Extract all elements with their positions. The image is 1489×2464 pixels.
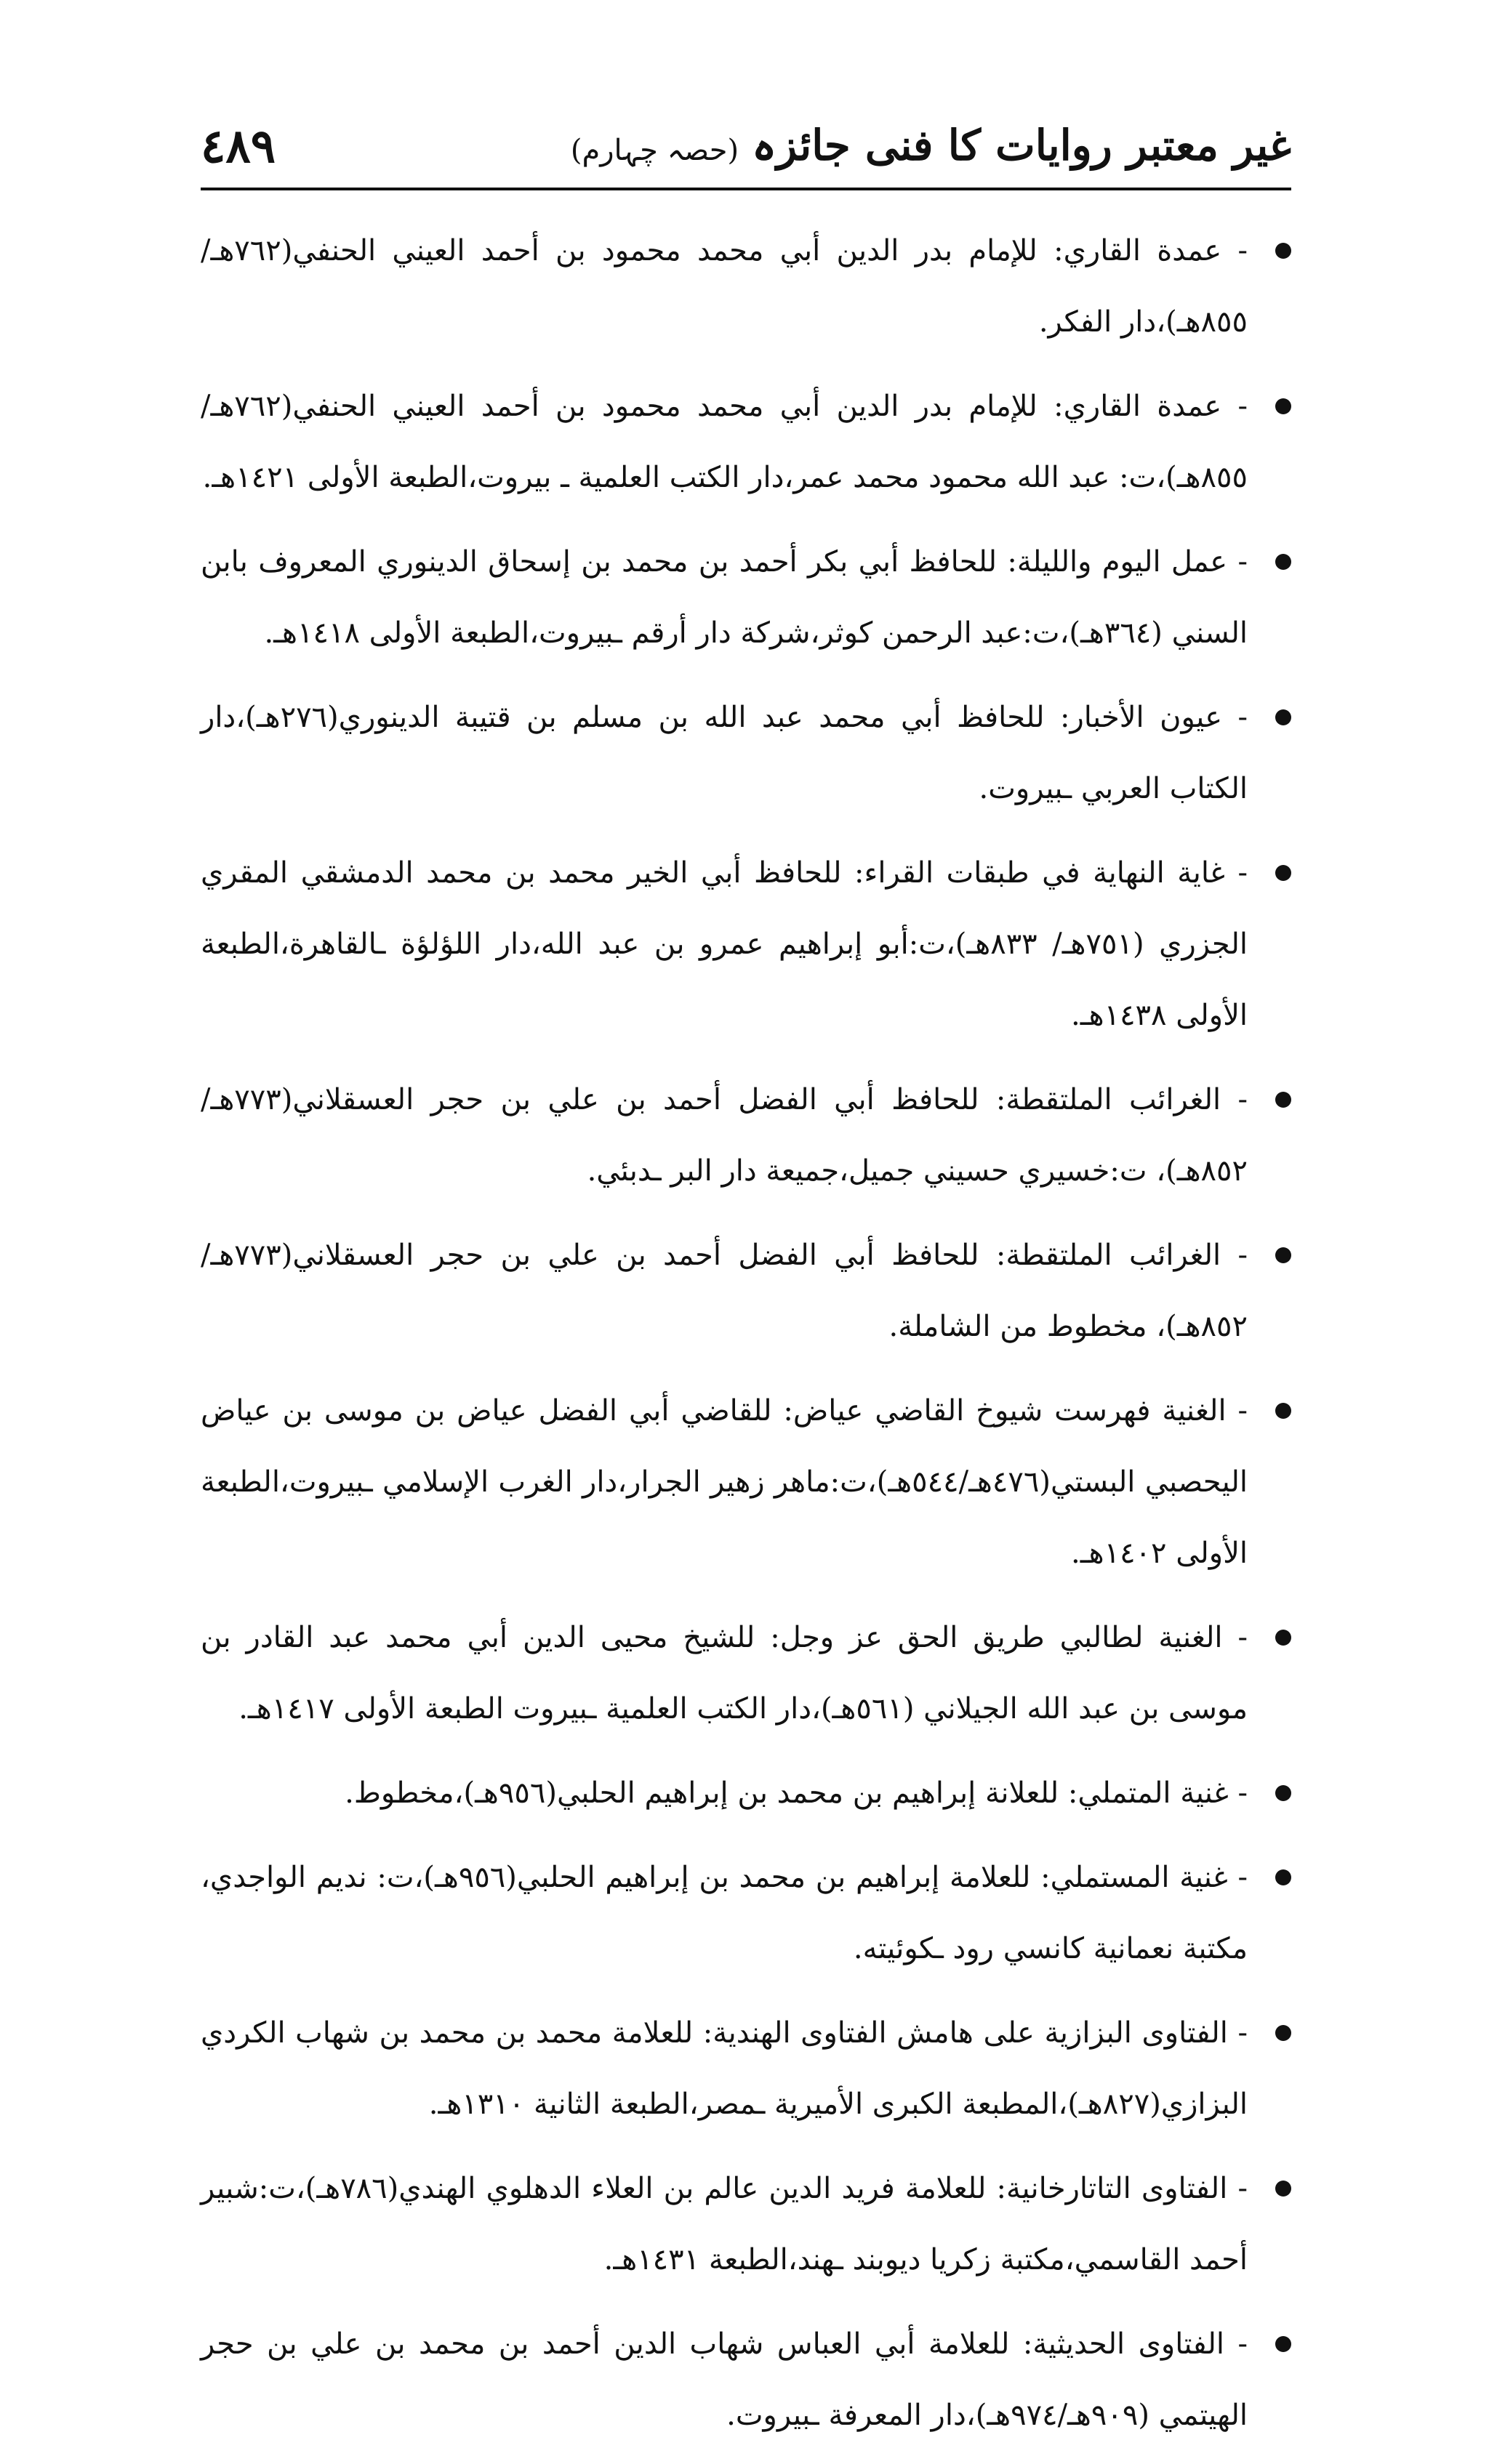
bibliography-entry (201, 1220, 1291, 1362)
bibliography-entry (201, 526, 1291, 669)
entry-text: - الغرائب الملتقطة: للحافظ أبي الفضل أحمد بن علي بن حجر العسقلاني(٧٧٣هـ/٨٥٢هـ)، مخطوط من الشاملة. (201, 1239, 1248, 1343)
page-number: ٤٨٩ (201, 119, 276, 174)
entry-text: - عمدة القاري: للإمام بدر الدين أبي محمد محمود بن أحمد العيني الحنفي(٧٦٢هـ/٨٥٥هـ)،دار الفكر. (201, 234, 1248, 339)
entry-text: - الغرائب الملتقطة: للحافظ أبي الفضل أحمد بن علي بن حجر العسقلاني(٧٧٣هـ/٨٥٢هـ)، ت:خسيري حسيني جميل،جميعة دار البر ـدبئي. (201, 1083, 1248, 1188)
bullet-icon (1275, 398, 1291, 414)
bullet-icon (1275, 1785, 1291, 1801)
bibliography-entry (201, 1997, 1291, 2140)
bullet-icon (1275, 554, 1291, 570)
entry-text: - الفتاوى التاتارخانية: للعلامة فريد الدين عالم بن العلاء الدهلوي الهندي(٧٨٦هـ)،ت:شبير أحمد القاسمي،مكتبة زكريا ديوبند ـهند،الطبعة ١٤٣١هـ. (201, 2172, 1248, 2276)
book-title: غیر معتبر روایات کا فنی جائزہ (752, 121, 1291, 170)
entry-text: - عيون الأخبار: للحافظ أبي محمد عبد الله بن مسلم بن قتيبة الدينوري(٢٧٦هـ)،دار الكتاب العربي ـبيروت. (201, 701, 1248, 805)
entry-text: - غنية المستملي: للعلامة إبراهيم بن محمد بن إبراهيم الحلبي(٩٥٦هـ)،ت: نديم الواجدي، مكتبة نعمانية كانسي رود ـكوئيته. (201, 1861, 1248, 1965)
bibliography-entry (201, 682, 1291, 824)
page-header (201, 116, 1291, 189)
bibliography-entry (201, 1064, 1291, 1207)
bibliography-entry (201, 1842, 1291, 1984)
bullet-icon (1275, 709, 1291, 725)
bibliography-entry (201, 215, 1291, 358)
bibliography-entry (201, 1758, 1291, 1829)
bullet-icon (1275, 1247, 1291, 1263)
header-rule (201, 188, 1291, 190)
bibliography-entry (201, 1602, 1291, 1744)
entry-text: - غنية المتملي: للعلانة إبراهيم بن محمد بن إبراهيم الحلبي(٩٥٦هـ)،مخطوط. (345, 1776, 1248, 1810)
bullet-icon (1275, 1092, 1291, 1108)
bullet-icon (1275, 2336, 1291, 2352)
entry-text: - عمدة القاري: للإمام بدر الدين أبي محمد محمود بن أحمد العيني الحنفي(٧٦٢هـ/٨٥٥هـ)،ت: عبد الله محمود محمد عمر،دار الكتب العلمية ـ بيروت،الطبعة الأولى ١٤٢١هـ. (201, 390, 1248, 494)
bullet-icon (1275, 243, 1291, 259)
bibliography-entry (201, 1375, 1291, 1589)
bibliography-entry (201, 2308, 1291, 2451)
bibliography-list (201, 215, 1291, 2464)
bullet-icon (1275, 2181, 1291, 2197)
part-label: (حصہ چہارم) (570, 134, 739, 167)
entry-text: - الغنية لطالبي طريق الحق عز وجل: للشيخ محيى الدين أبي محمد عبد القادر بن موسى بن عبد الله الجيلاني (٥٦١هـ)،دار الكتب العلمية ـبيروت الطبعة الأولى ١٤١٧هـ. (201, 1621, 1248, 1726)
entry-text: - الفتاوى الحديثية: للعلامة أبي العباس شهاب الدين أحمد بن محمد بن علي بن حجر الهيتمي (٩٠٩هـ/٩٧٤هـ)،دار المعرفة ـبيروت. (201, 2327, 1248, 2432)
book-title-block (571, 121, 1291, 170)
entry-text: - الفتاوى البزازية على هامش الفتاوى الهندية: للعلامة محمد بن محمد بن شهاب الكردي البزازي(٨٢٧هـ)،المطبعة الكبرى الأميرية ـمصر،الطبعة الثانية ١٣١٠هـ. (201, 2016, 1248, 2121)
bullet-icon (1275, 2025, 1291, 2041)
bullet-icon (1275, 865, 1291, 881)
bullet-icon (1275, 1869, 1291, 1885)
entry-text: - عمل اليوم والليلة: للحافظ أبي بكر أحمد بن محمد بن إسحاق الدينوري المعروف بابن السني (٣٦٤هـ)،ت:عبد الرحمن كوثر،شركة دار أرقم ـبيروت،الطبعة الأولى ١٤١٨هـ. (201, 545, 1248, 650)
bullet-icon (1275, 1630, 1291, 1646)
bibliography-entry (201, 371, 1291, 513)
bibliography-entry (201, 837, 1291, 1051)
entry-text: - الغنية فهرست شيوخ القاضي عياض: للقاضي أبي الفضل عياض بن موسى بن عياض اليحصبي البستي(٤٧٦هـ/٥٤٤هـ)،ت:ماهر زهير الجرار،دار الغرب الإسلامي ـبيروت،الطبعة الأولى ١٤٠٢هـ. (201, 1394, 1248, 1570)
bullet-icon (1275, 1403, 1291, 1419)
bibliography-entry (201, 2153, 1291, 2295)
entry-text: - غاية النهاية في طبقات القراء: للحافظ أبي الخير محمد بن محمد الدمشقي المقري الجزري (٧٥١هـ/ ٨٣٣هـ)،ت:أبو إبراهيم عمرو بن عبد الله،دار اللؤلؤة ـالقاهرة،الطبعة الأولى ١٤٣٨هـ. (201, 856, 1248, 1032)
